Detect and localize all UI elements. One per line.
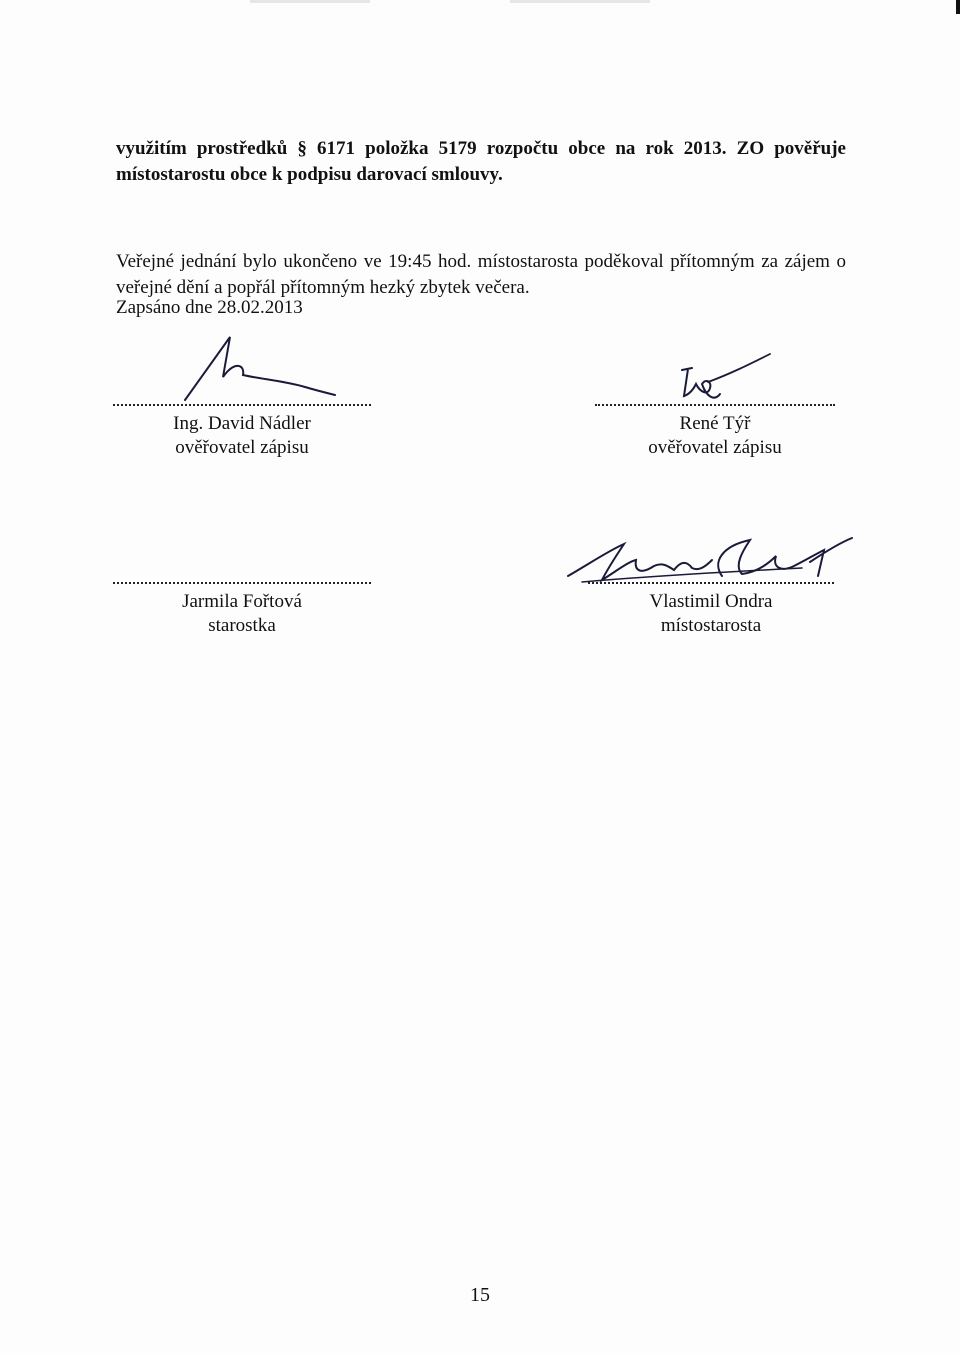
- signature-verifier-1: [175, 335, 345, 405]
- signatory-role: místostarosta: [660, 615, 762, 636]
- signature-block-deputy-mayor: [588, 582, 834, 638]
- signature-line: [113, 404, 371, 406]
- page-number: 15: [470, 1284, 490, 1306]
- signature-line: [113, 582, 371, 584]
- signatory-name: René Týř: [679, 413, 751, 434]
- signatory-name: Ing. David Nádler: [173, 413, 311, 434]
- signature-line: [595, 404, 835, 406]
- scan-artifact: [250, 0, 370, 3]
- signatory-name: Jarmila Fořtová: [182, 591, 302, 612]
- signatory-role: ověřovatel zápisu: [648, 437, 782, 458]
- record-date: Zapsáno dne 28.02.2013: [116, 297, 303, 318]
- scan-artifact: [510, 0, 650, 3]
- closing-paragraph: Veřejné jednání bylo ukončeno ve 19:45 hod. místostarosta poděkoval přítomným za zájem o veřejné dění a popřál přítomným hezký zbytek večera.: [116, 251, 846, 298]
- signature-block-verifier-2: [595, 404, 835, 460]
- signatory-role: ověřovatel zápisu: [175, 437, 309, 458]
- signatory-name: Vlastimil Ondra: [649, 591, 773, 612]
- intro-paragraph: využitím prostředků § 6171 položka 5179 rozpočtu obce na rok 2013. ZO pověřuje místostarostu obce k podpisu darovací smlouvy.: [116, 138, 846, 185]
- signature-line: [588, 582, 834, 584]
- scan-edge-mark: [956, 0, 960, 14]
- signatory-role: starostka: [208, 615, 276, 636]
- signature-block-mayor: [113, 582, 371, 638]
- signature-block-verifier-1: [113, 404, 371, 460]
